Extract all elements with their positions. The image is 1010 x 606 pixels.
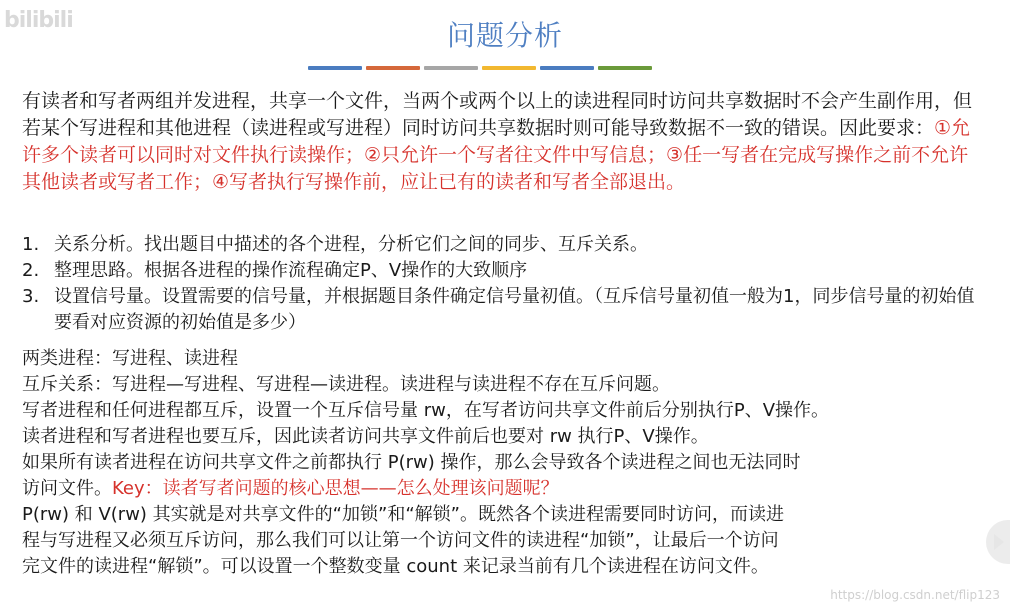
analysis-line — [22, 476, 992, 502]
analysis-line: P(rw) 和 V(rw) 其实就是对共享文件的“加锁”和“解锁”。既然各个读进程需要同时访问，而读进 — [22, 504, 784, 525]
step-item — [22, 258, 982, 284]
step-number: 1. — [22, 234, 40, 255]
bilibili-logo: bilibili — [4, 8, 73, 33]
slide-title: 问题分析 — [446, 19, 563, 52]
color-bar-segment — [424, 66, 478, 70]
decorative-color-bar — [308, 66, 652, 70]
step-item — [22, 284, 982, 336]
step-text: 整理思路。根据各进程的操作流程确定P、V操作的大致顺序 — [54, 260, 528, 281]
problem-description — [22, 88, 982, 196]
color-bar-segment — [482, 66, 536, 70]
watermark-url: https://blog.csdn.net/flip123 — [830, 588, 1000, 602]
steps-list — [22, 232, 982, 336]
analysis-line: 程与写进程又必须互斥访问，那么我们可以让第一个访问文件的读进程“加锁”，让最后一个访问 — [22, 530, 779, 551]
analysis-line: 如果所有读者进程在访问共享文件之前都执行 P(rw) 操作，那么会导致各个读进程之间也无法同时 — [22, 452, 801, 473]
analysis-text: 访问文件。 — [22, 478, 112, 499]
analysis-line: 读者进程和写者进程也要互斥，因此读者访问共享文件前后也要对 rw 执行P、V操作。 — [22, 426, 709, 447]
description-text: 有读者和写者两组并发进程，共享一个文件，当两个或两个以上的读进程同时访问共享数据时不会产生副作用，但若某个写进程和其他进程（读进程或写进程）同时访问共享数据时则可能导致数据不一致的错误。因此要求： — [22, 90, 973, 139]
requirements-text: ①允许多个读者可以同时对文件执行读操作；②只允许一个写者往文件中写信息；③任一写者在完成写操作之前不允许其他读者或写者工作；④写者执行写操作前，应让已有的读者和写者全部退出。 — [22, 117, 971, 193]
analysis-line: 互斥关系：写进程—写进程、写进程—读进程。读进程与读进程不存在互斥问题。 — [22, 374, 670, 395]
step-number: 2. — [22, 260, 40, 281]
key-point-text: Key：读者写者问题的核心思想——怎么处理该问题呢？ — [112, 478, 559, 499]
analysis-line: 完文件的读进程“解锁”。可以设置一个整数变量 count 来记录当前有几个读进程在访问文件。 — [22, 556, 769, 577]
color-bar-segment — [598, 66, 652, 70]
step-item — [22, 232, 982, 258]
analysis-line: 写者进程和任何进程都互斥，设置一个互斥信号量 rw，在写者访问共享文件前后分别执行P、V操作。 — [22, 400, 830, 421]
color-bar-segment — [366, 66, 420, 70]
color-bar-segment — [540, 66, 594, 70]
step-text: 关系分析。找出题目中描述的各个进程，分析它们之间的同步、互斥关系。 — [54, 234, 648, 255]
analysis-line: 两类进程：写进程、读进程 — [22, 348, 238, 369]
step-number: 3. — [22, 286, 40, 307]
step-text: 设置信号量。设置需要的信号量，并根据题目条件确定信号量初值。（互斥信号量初值一般为1，同步信号量的初始值要看对应资源的初始值是多少） — [54, 286, 975, 333]
analysis-section — [22, 346, 992, 580]
color-bar-segment — [308, 66, 362, 70]
